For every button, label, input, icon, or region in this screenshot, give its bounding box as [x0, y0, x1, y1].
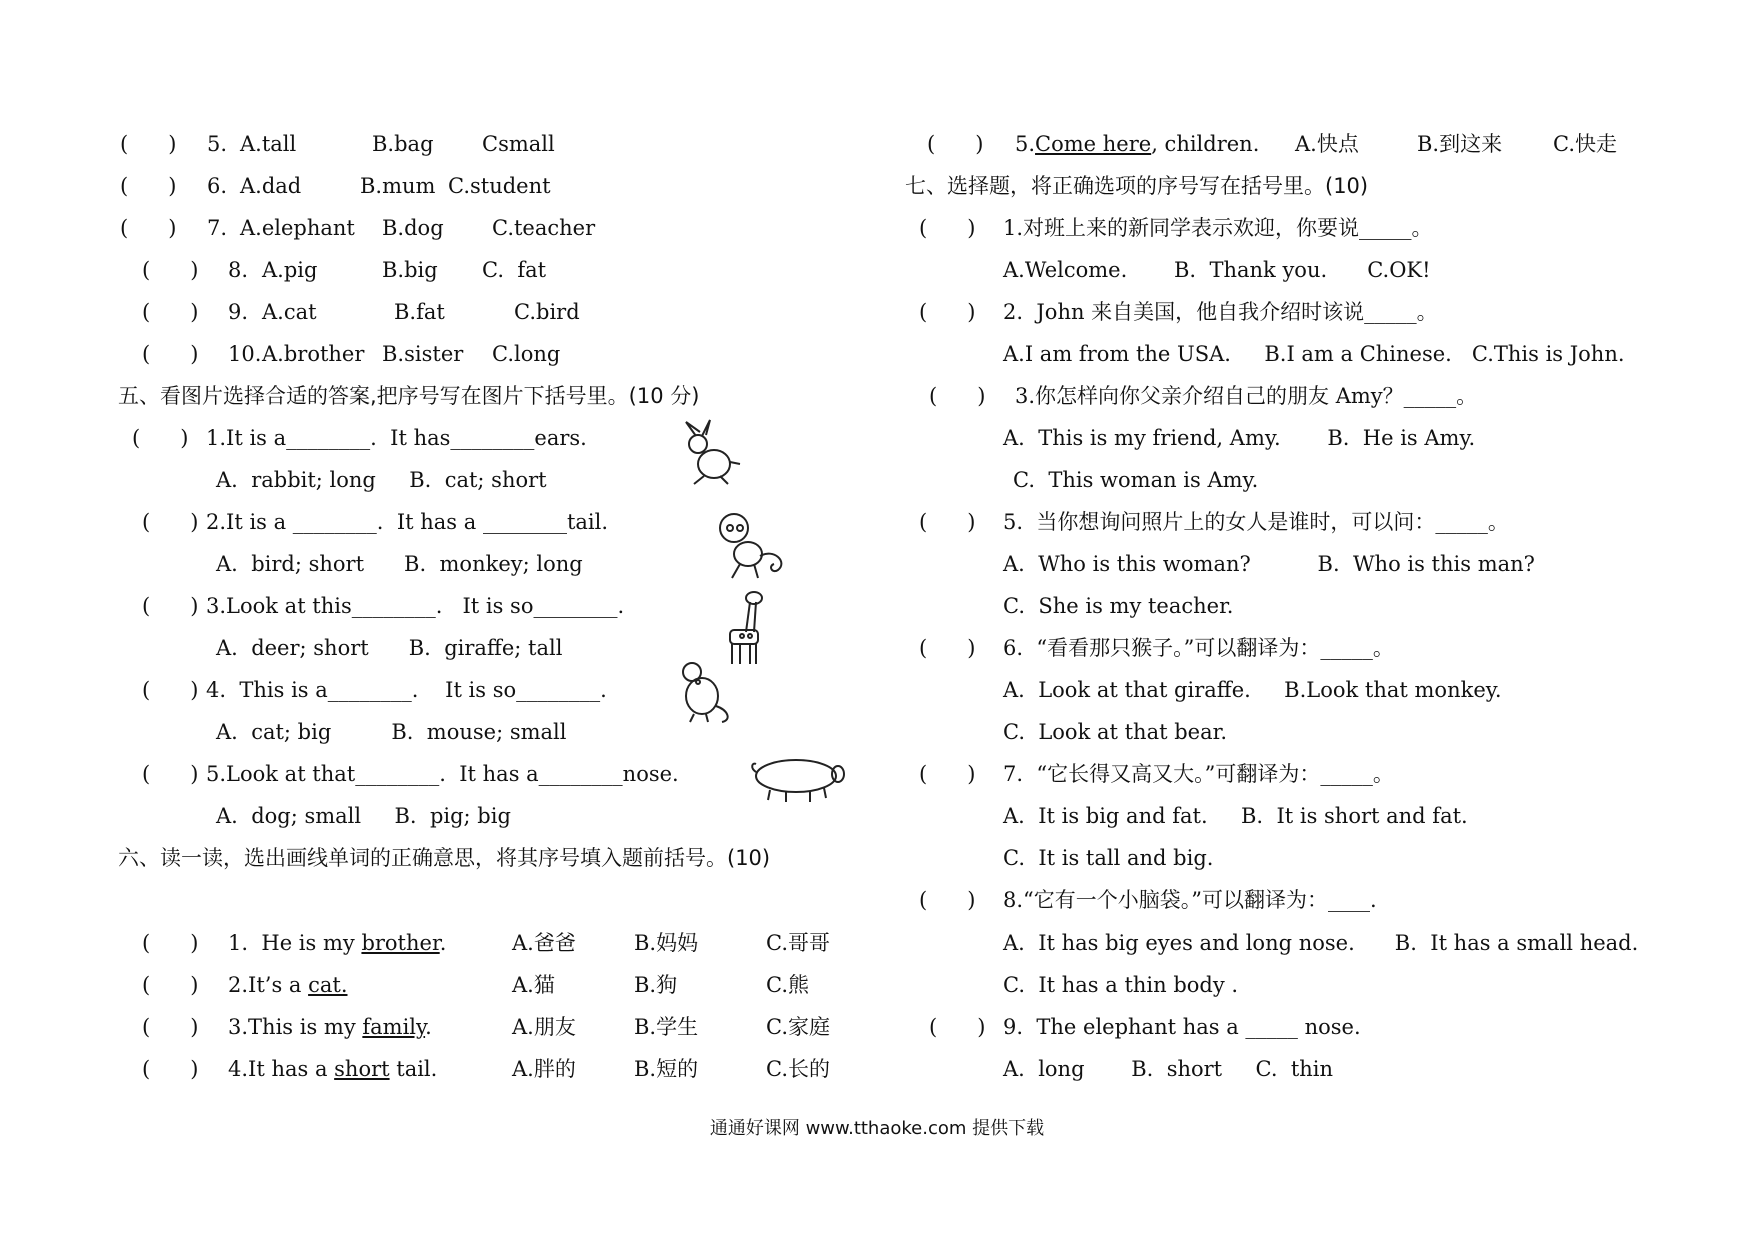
- question-number: 5.: [1015, 132, 1036, 156]
- picture-question: 5.Look at that________. It has a________nose.: [206, 762, 679, 786]
- question: 1.对班上来的新同学表示欢迎，你要说_____。: [1003, 216, 1433, 240]
- option-c: C.bird: [514, 300, 580, 324]
- paren[interactable]: ( ): [120, 216, 177, 240]
- paren[interactable]: ( ): [142, 1057, 199, 1081]
- question: 7. “它长得又高又大。”可翻译为：_____。: [1003, 762, 1394, 786]
- option-b: B.到这来: [1417, 132, 1503, 156]
- option-b: B.big: [382, 258, 438, 282]
- option-c: C.long: [492, 342, 561, 366]
- option-a: A.cat: [262, 300, 317, 324]
- option-a: A.pig: [262, 258, 318, 282]
- underlined-word: Come here: [1035, 132, 1152, 156]
- paren[interactable]: ( ): [919, 888, 976, 912]
- options: C. This woman is Amy.: [1013, 468, 1259, 492]
- section-seven-title: 七、选择题，将正确选项的序号写在括号里。(10): [905, 174, 1369, 198]
- option-b: B.妈妈: [634, 931, 699, 955]
- options: A.I am from the USA. B.I am a Chinese. C.This is John.: [1003, 342, 1625, 366]
- sentence-prefix: 2.It’s a: [228, 973, 309, 997]
- option-c: C.长的: [766, 1057, 830, 1081]
- question-number: 8.: [228, 258, 249, 282]
- section-five-title: 五、看图片选择合适的答案,把序号写在图片下括号里。(10 分): [118, 384, 700, 408]
- options: C. Look at that bear.: [1003, 720, 1228, 744]
- option-b: B.mum: [360, 174, 436, 198]
- options: A. It is big and fat. B. It is short and fat.: [1003, 804, 1468, 828]
- sentence: [1015, 131, 1259, 157]
- paren[interactable]: ( ): [142, 594, 199, 618]
- option-b: B.短的: [634, 1057, 699, 1081]
- paren[interactable]: ( ): [132, 426, 189, 450]
- picture-options: A. cat; big B. mouse; small: [216, 720, 567, 744]
- option-c: C.teacher: [492, 216, 596, 240]
- option-a: A.tall: [240, 132, 297, 156]
- option-c: C.熊: [766, 973, 809, 997]
- question: 9. The elephant has a _____ nose.: [1003, 1015, 1361, 1039]
- picture-options: A. bird; short B. monkey; long: [216, 552, 583, 576]
- paren[interactable]: ( ): [142, 300, 199, 324]
- question: 8.“它有一个小脑袋。”可以翻译为：____.: [1003, 888, 1377, 912]
- option-a: A.猫: [512, 973, 555, 997]
- option-a: A.brother: [262, 342, 365, 366]
- paren[interactable]: ( ): [919, 636, 976, 660]
- picture-options: A. deer; short B. giraffe; tall: [216, 636, 563, 660]
- underlined-word: short: [334, 1057, 390, 1081]
- paren[interactable]: ( ): [142, 762, 199, 786]
- picture-options: A. dog; small B. pig; big: [216, 804, 511, 828]
- paren[interactable]: ( ): [919, 510, 976, 534]
- monkey-icon: [712, 508, 794, 582]
- option-a: A.快点: [1295, 132, 1359, 156]
- options: A. Look at that giraffe. B.Look that monkey.: [1003, 678, 1502, 702]
- options: A. It has big eyes and long nose. B. It has a small head.: [1003, 931, 1639, 955]
- picture-question: 1.It is a________. It has________ears.: [206, 426, 587, 450]
- options: C. It is tall and big.: [1003, 846, 1214, 870]
- sentence: [228, 1014, 432, 1040]
- sentence-prefix: 4.It has a: [228, 1057, 335, 1081]
- giraffe-icon: [716, 586, 776, 668]
- question-number: 6.: [207, 174, 228, 198]
- option-a: A.爸爸: [512, 931, 576, 955]
- question: 2. John 来自美国，他自我介绍时该说_____。: [1003, 300, 1438, 324]
- option-c: C.家庭: [766, 1015, 830, 1039]
- picture-question: 4. This is a________. It is so________.: [206, 678, 607, 702]
- option-c: C. fat: [482, 258, 547, 282]
- option-c: C.快走: [1553, 132, 1617, 156]
- paren[interactable]: ( ): [120, 132, 177, 156]
- option-b: B.sister: [382, 342, 464, 366]
- picture-options: A. rabbit; long B. cat; short: [216, 468, 547, 492]
- question: 5. 当你想询问照片上的女人是谁时，可以问：_____。: [1003, 510, 1509, 534]
- picture-question: 2.It is a ________. It has a ________tail.: [206, 510, 609, 534]
- sentence: [228, 972, 348, 998]
- paren[interactable]: ( ): [142, 973, 199, 997]
- question: 3.你怎样向你父亲介绍自己的朋友 Amy？_____。: [1015, 384, 1478, 408]
- underlined-word: brother: [361, 931, 440, 955]
- paren[interactable]: ( ): [919, 300, 976, 324]
- underlined-word: cat.: [308, 973, 348, 997]
- sentence-suffix: , children.: [1151, 132, 1260, 156]
- paren[interactable]: ( ): [142, 258, 199, 282]
- question-number: 9.: [228, 300, 249, 324]
- option-a: A.朋友: [512, 1015, 576, 1039]
- paren[interactable]: ( ): [142, 1015, 199, 1039]
- sentence-suffix: .: [425, 1015, 432, 1039]
- sentence: [228, 930, 446, 956]
- paren[interactable]: ( ): [919, 216, 976, 240]
- option-b: B.bag: [372, 132, 434, 156]
- rabbit-icon: [676, 418, 746, 488]
- options: A.Welcome. B. Thank you. C.OK!: [1003, 258, 1431, 282]
- sentence: [228, 1056, 437, 1082]
- sentence-prefix: 3.This is my: [228, 1015, 363, 1039]
- option-c: Csmall: [482, 132, 555, 156]
- option-b: B.学生: [634, 1015, 699, 1039]
- options: C. She is my teacher.: [1003, 594, 1234, 618]
- paren[interactable]: ( ): [929, 384, 986, 408]
- option-a: A.胖的: [512, 1057, 576, 1081]
- option-c: C.哥哥: [766, 931, 830, 955]
- paren[interactable]: ( ): [929, 1015, 986, 1039]
- paren[interactable]: ( ): [142, 678, 199, 702]
- paren[interactable]: ( ): [120, 174, 177, 198]
- question-number: 5.: [207, 132, 228, 156]
- paren[interactable]: ( ): [142, 510, 199, 534]
- question: 6. “看看那只猴子。”可以翻译为：_____。: [1003, 636, 1394, 660]
- option-b: B.fat: [394, 300, 445, 324]
- options: A. long B. short C. thin: [1003, 1057, 1334, 1081]
- sentence-suffix: .: [439, 931, 447, 955]
- option-b: B.狗: [634, 973, 678, 997]
- underlined-word: family: [362, 1015, 426, 1039]
- paren[interactable]: ( ): [927, 132, 984, 156]
- question-number: 7.: [207, 216, 228, 240]
- options: A. Who is this woman? B. Who is this man?: [1003, 552, 1535, 576]
- paren[interactable]: ( ): [919, 762, 976, 786]
- sentence-suffix: tail.: [389, 1057, 438, 1081]
- option-a: A.dad: [240, 174, 302, 198]
- section-six-title: 六、读一读，选出画线单词的正确意思，将其序号填入题前括号。(10): [118, 846, 771, 870]
- paren[interactable]: ( ): [142, 342, 199, 366]
- options: A. This is my friend, Amy. B. He is Amy.: [1003, 426, 1476, 450]
- option-b: B.dog: [382, 216, 444, 240]
- question-number: 10.: [228, 342, 262, 366]
- mouse-icon: [678, 660, 738, 724]
- pig-icon: [750, 752, 850, 804]
- picture-question: 3.Look at this________. It is so________.: [206, 594, 625, 618]
- options: C. It has a thin body .: [1003, 973, 1239, 997]
- paren[interactable]: ( ): [142, 931, 199, 955]
- sentence-prefix: 1. He is my: [228, 931, 362, 955]
- option-a: A.elephant: [240, 216, 355, 240]
- footer-source: 通通好课网 www.tthaoke.com 提供下载: [709, 1118, 1045, 1139]
- option-c: C.student: [448, 174, 551, 198]
